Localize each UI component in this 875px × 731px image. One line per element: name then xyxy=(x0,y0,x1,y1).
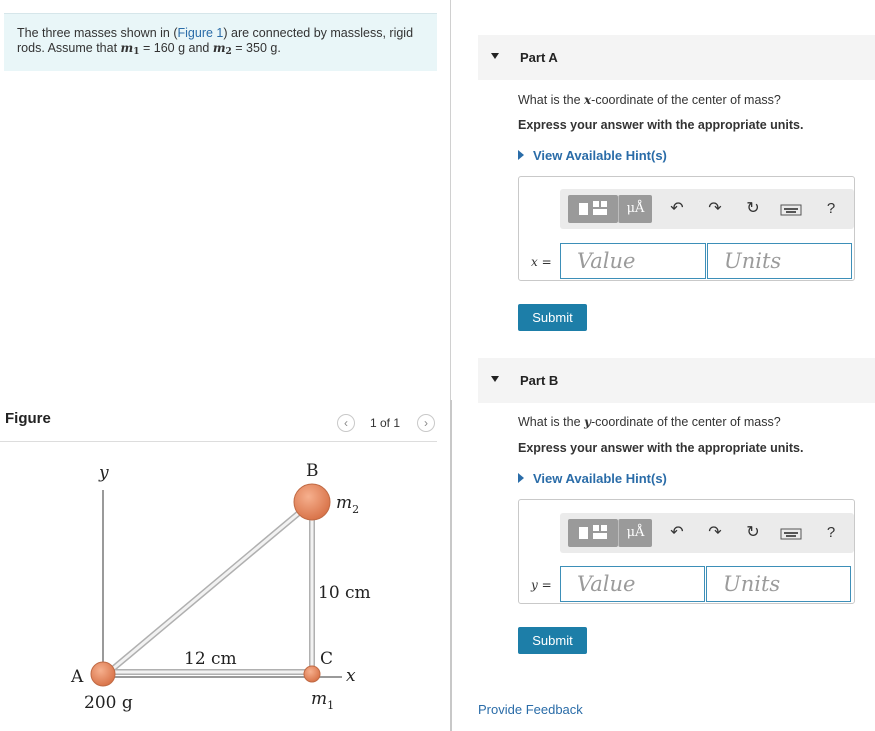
templates-button[interactable] xyxy=(568,195,618,223)
redo-icon[interactable]: ↷ xyxy=(708,524,722,541)
m2-value: = 350 g. xyxy=(231,41,281,55)
collapse-triangle-icon xyxy=(491,53,499,59)
expand-triangle-icon xyxy=(518,473,524,483)
vertical-dimension-label: 10 cm xyxy=(318,583,371,603)
figure-diagram xyxy=(0,450,440,731)
redo-icon[interactable]: ↷ xyxy=(708,200,722,217)
point-b-label: B xyxy=(306,461,319,481)
m2-variable: $m_2$ xyxy=(212,41,232,57)
part-a-header[interactable] xyxy=(478,35,875,80)
mass-a-label: 200 g xyxy=(84,693,133,713)
help-icon[interactable]: ? xyxy=(826,200,836,217)
y-axis-label: y xyxy=(99,463,109,483)
problem-statement xyxy=(4,13,437,71)
part-b-hint-link[interactable]: View Available Hint(s) xyxy=(518,471,667,486)
point-a-label: A xyxy=(71,667,84,687)
part-b-title: Part B xyxy=(520,373,559,388)
collapse-triangle-icon xyxy=(491,376,499,382)
part-a-variable-label: x = xyxy=(531,255,552,269)
part-b-variable-label: y = xyxy=(531,578,552,592)
problem-text: The three masses shown in ( xyxy=(17,26,178,40)
figure-link[interactable]: Figure 1 xyxy=(177,26,224,40)
part-a-title: Part A xyxy=(520,50,558,65)
chevron-left-icon: ‹ xyxy=(344,416,348,430)
undo-icon[interactable]: ↶ xyxy=(670,524,684,541)
part-a-units-input[interactable]: Units xyxy=(707,243,852,279)
mass-m2 xyxy=(294,484,330,520)
mass-m1 xyxy=(304,666,320,682)
part-a-question: What is the x-coordinate of the center of mass? xyxy=(518,93,781,107)
x-axis-label: x xyxy=(346,666,356,686)
figure-prev-button[interactable] xyxy=(337,414,355,432)
part-b-toolbar xyxy=(560,513,854,553)
help-icon[interactable]: ? xyxy=(826,524,836,541)
part-b-instruction: Express your answer with the appropriate units. xyxy=(518,441,804,455)
undo-icon[interactable]: ↶ xyxy=(670,200,684,217)
keyboard-icon[interactable] xyxy=(780,519,804,547)
chevron-right-icon: › xyxy=(424,416,428,430)
m1-label: $m_1$ xyxy=(311,689,335,712)
figure-divider xyxy=(0,441,437,442)
part-b-header[interactable] xyxy=(478,358,875,403)
part-a-value-input[interactable]: Value xyxy=(560,243,706,279)
part-a-instruction: Express your answer with the appropriate units. xyxy=(518,118,804,132)
column-divider-lower xyxy=(450,400,452,731)
problem-text: ) are connected by massless, rigid rods. Assume that xyxy=(17,26,414,55)
point-c-label: C xyxy=(320,649,334,669)
provide-feedback-link[interactable]: Provide Feedback xyxy=(478,702,583,717)
reset-icon[interactable]: ↻ xyxy=(746,200,760,217)
keyboard-icon[interactable] xyxy=(780,195,804,223)
part-b-submit-button[interactable]: Submit xyxy=(518,627,587,654)
templates-icon xyxy=(568,519,618,547)
figure-next-button[interactable] xyxy=(417,414,435,432)
part-b-question: What is the y-coordinate of the center of mass? xyxy=(518,415,781,429)
part-b-value-input[interactable]: Value xyxy=(560,566,705,602)
mass-a xyxy=(91,662,115,686)
m2-label: $m_2$ xyxy=(336,493,360,516)
part-a-toolbar xyxy=(560,189,854,229)
expand-triangle-icon xyxy=(518,150,524,160)
horizontal-dimension-label: 12 cm xyxy=(184,649,237,669)
part-b-units-input[interactable]: Units xyxy=(706,566,851,602)
m1-variable: $m_1$ xyxy=(120,41,140,57)
part-a-submit-button[interactable]: Submit xyxy=(518,304,587,331)
figure-title: Figure xyxy=(5,410,51,427)
part-a-hint-link[interactable]: View Available Hint(s) xyxy=(518,148,667,163)
templates-button[interactable] xyxy=(568,519,618,547)
units-button[interactable]: μÅ xyxy=(618,195,652,223)
units-button[interactable]: μÅ xyxy=(618,519,652,547)
templates-icon xyxy=(568,195,618,223)
figure-pager-text: 1 of 1 xyxy=(370,416,401,430)
m1-value: = 160 g and xyxy=(139,41,213,55)
reset-icon[interactable]: ↻ xyxy=(746,524,760,541)
